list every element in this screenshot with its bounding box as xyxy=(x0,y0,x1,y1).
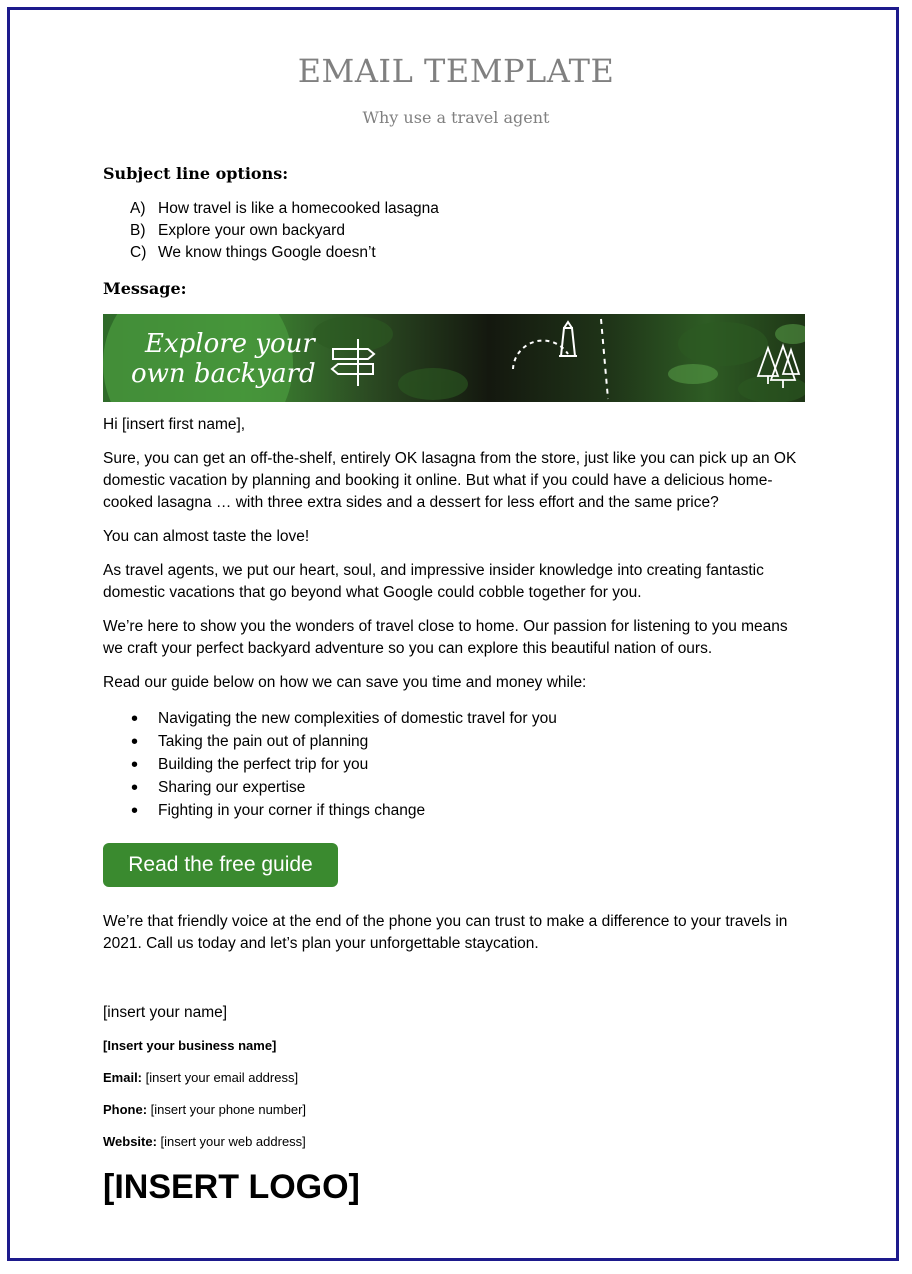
paragraph-1: Sure, you can get an off-the-shelf, entirely OK lasagna from the store, just like you can pick up an OK domestic vacation by planning and booking it online. But what if you could have a delicious home-cooked lasagna … with three extra sides and a dessert for less effort and the same price? xyxy=(103,450,797,511)
paragraph-5: Read our guide below on how we can save you time and money while: xyxy=(103,674,587,691)
list-item: • Building the perfect trip for you xyxy=(103,753,808,776)
signature-name: [insert your name] xyxy=(103,1004,228,1021)
banner-text-line1: Explore your xyxy=(145,329,315,359)
signature-website: Website: [insert your web address] xyxy=(103,1134,306,1149)
read-guide-button[interactable]: Read the free guide xyxy=(103,843,338,887)
bullet-icon: • xyxy=(131,730,139,753)
list-item: B) Explore your own backyard xyxy=(130,222,345,239)
signature-email: Email: [insert your email address] xyxy=(103,1070,299,1085)
banner-illustration xyxy=(103,314,805,402)
list-item: • Sharing our expertise xyxy=(103,776,808,799)
signature-phone: Phone: [insert your phone number] xyxy=(103,1102,307,1117)
lighthouse-icon xyxy=(559,322,577,356)
banner-image xyxy=(103,314,805,402)
bullet-icon: • xyxy=(131,799,139,822)
greeting: Hi [insert first name], xyxy=(103,416,246,433)
benefits-list xyxy=(103,707,808,822)
page-title: EMAIL TEMPLATE xyxy=(297,52,615,90)
bullet-icon: • xyxy=(131,753,139,776)
closing-paragraph: We’re that friendly voice at the end of the phone you can trust to make a difference to your travels in 2021. Call us today and let’s plan your unforgettable staycation. xyxy=(103,913,788,952)
page-subtitle: Why use a travel agent xyxy=(362,108,550,127)
paragraph-2: You can almost taste the love! xyxy=(103,528,310,545)
bullet-icon: • xyxy=(131,707,139,730)
list-item: C) We know things Google doesn’t xyxy=(130,244,376,261)
paragraph-3: As travel agents, we put our heart, soul, and impressive insider knowledge into creating fantastic domestic vacations that go beyond what Google could cobble together for you. xyxy=(103,562,764,601)
logo-placeholder: [INSERT LOGO] xyxy=(103,1168,360,1206)
dashed-line xyxy=(601,319,608,399)
list-item: A) How travel is like a homecooked lasagna xyxy=(130,200,439,217)
subject-heading: Subject line options: xyxy=(103,164,289,183)
list-item: • Fighting in your corner if things change xyxy=(103,799,808,822)
signature-business: [Insert your business name] xyxy=(103,1038,277,1053)
banner-text-line2: own backyard xyxy=(131,359,316,389)
bullet-icon: • xyxy=(131,776,139,799)
subject-options xyxy=(103,200,808,266)
message-heading: Message: xyxy=(103,279,187,298)
list-item: • Navigating the new complexities of domestic travel for you xyxy=(103,707,808,730)
dashed-path xyxy=(513,341,568,369)
list-item: • Taking the pain out of planning xyxy=(103,730,808,753)
paragraph-4: We’re here to show you the wonders of travel close to home. Our passion for listening to you means we craft your perfect backyard adventure so you can explore this beautiful nation of ours. xyxy=(103,618,788,657)
